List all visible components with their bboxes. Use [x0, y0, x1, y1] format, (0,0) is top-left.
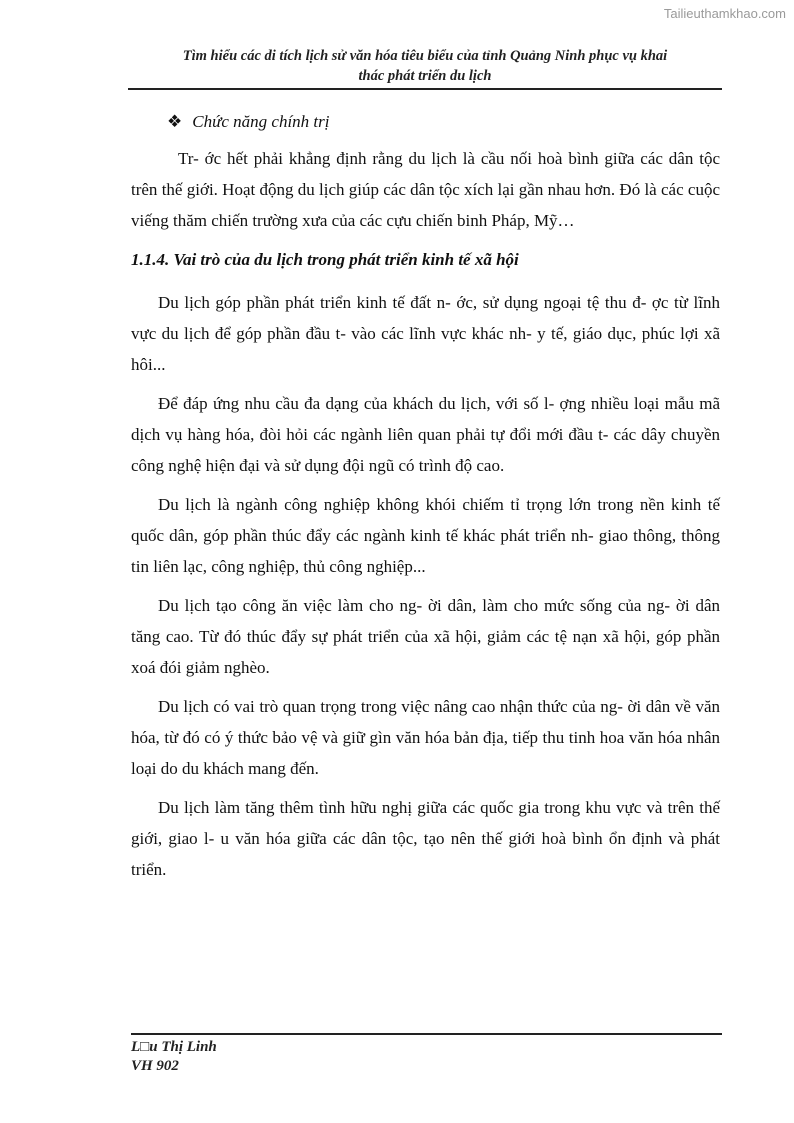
bullet-heading: [131, 106, 720, 137]
footer-author: L□u Thị Linh: [131, 1039, 217, 1055]
paragraph: Du lịch có vai trò quan trọng trong việc nâng cao nhận thức của ng- ời dân về văn hóa, từ đó có ý thức bảo vệ và giữ gìn văn hóa bản địa, tiếp thu tinh hoa văn hóa nhân loại do du khách mang đến.: [131, 697, 720, 778]
paragraph: Du lịch là ngành công nghiệp không khói chiếm tỉ trọng lớn trong nền kinh tế quốc dân, góp phần thúc đẩy các ngành kinh tế khác phát triển nh- giao thông, thông tin liên lạc, công nghiệp, thủ công nghiệp...: [131, 495, 720, 576]
header-title-line-1: Tìm hiểu các di tích lịch sử văn hóa tiêu biểu của tỉnh Quảng Ninh phục vụ khai: [182, 48, 668, 64]
paragraph: Du lịch góp phần phát triển kinh tế đất n- ớc, sử dụng ngoại tệ thu đ- ợc từ lĩnh vực du lịch để góp phần đầu t- vào các lĩnh vực khác nh- y tế, giáo dục, phúc lợi xã hôi...: [131, 293, 720, 374]
watermark: Tailieuthamkhao.com: [663, 6, 786, 21]
footer-class-code: VH 902: [131, 1058, 179, 1074]
header-divider: [128, 88, 722, 90]
running-header: [128, 46, 722, 86]
paragraph: Du lịch tạo công ăn việc làm cho ng- ời dân, làm cho mức sống của ng- ời dân tăng cao. Từ đó thúc đẩy sự phát triển của xã hội, giảm các tệ nạn xã hội, góp phần xoá đói giảm nghèo.: [131, 596, 720, 677]
running-footer: [131, 1038, 217, 1076]
footer-divider: [131, 1033, 722, 1035]
paragraph: Để đáp ứng nhu cầu đa dạng của khách du lịch, với số l- ợng nhiều loại mẫu mã dịch vụ hàng hóa, đòi hỏi các ngành liên quan phải tự đổi mới đầu t- các dây chuyền công nghệ hiện đại và sử dụng đội ngũ có trình độ cao.: [131, 394, 720, 475]
diamond-bullet-icon: ❖: [167, 112, 183, 131]
page-content: [131, 106, 720, 893]
bullet-heading-text: Chức năng chính trị: [192, 112, 330, 131]
header-title-line-2: thác phát triển du lịch: [358, 68, 492, 84]
paragraph-politics: Tr- ớc hết phải khẳng định rằng du lịch là cầu nối hoà bình giữa các dân tộc trên thế giới. Hoạt động du lịch giúp các dân tộc xích lại gần nhau hơn. Đó là các cuộc viếng thăm chiến trường xưa của các cựu chiến binh Pháp, Mỹ…: [131, 149, 720, 230]
section-title: 1.1.4. Vai trò của du lịch trong phát triển kinh tế xã hội: [131, 250, 519, 269]
paragraph: Du lịch làm tăng thêm tình hữu nghị giữa các quốc gia trong khu vực và trên thế giới, giao l- u văn hóa giữa các dân tộc, tạo nên thế giới hoà bình ổn định và phát triển.: [131, 798, 720, 879]
